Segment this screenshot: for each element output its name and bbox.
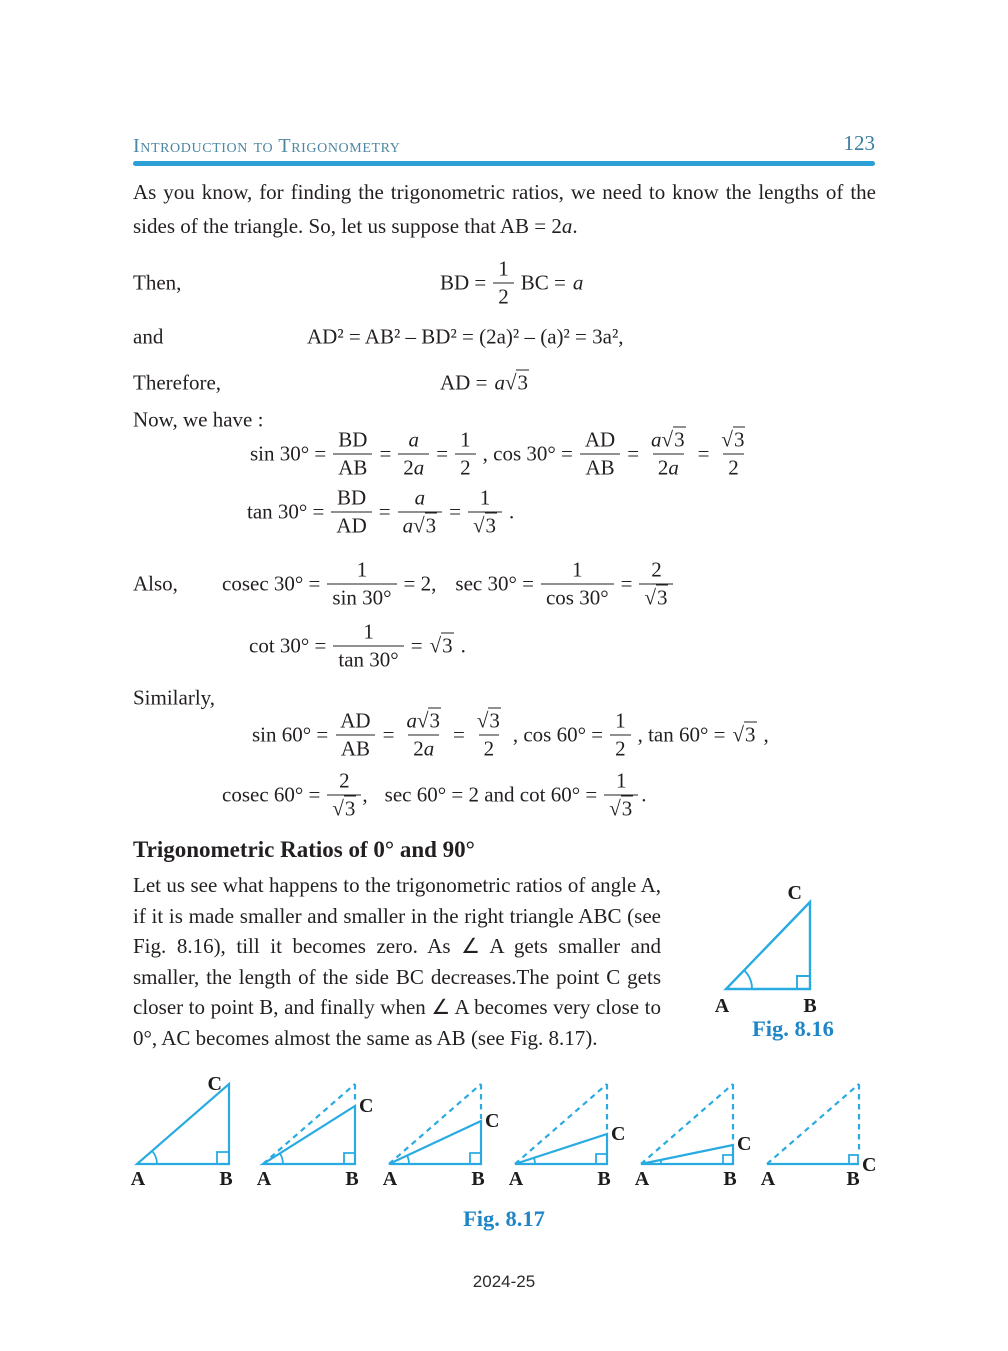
sqrt-sign: √ [429,633,442,658]
math-text: , cos 60° = [512,722,604,747]
sqrt-sign: √ [609,796,621,821]
triangle-outline [263,1106,355,1164]
math-text: cot 30° = [249,633,327,658]
dashed-hypotenuse [767,1084,859,1164]
right-angle-mark [470,1153,481,1164]
equation-label: Therefore, [133,370,222,395]
numerator: 1 [498,256,509,281]
right-angle-mark [344,1153,355,1164]
fraction: $\frac{1}{\tan 30^\circ}$ [333,620,403,673]
intro-period: . [572,214,578,238]
fraction: $\frac{2}{√3}$ [327,769,361,822]
vertex-label-a: A [382,1168,398,1188]
fraction: $\frac{√3}{2}$ [721,427,745,480]
angle-arc [534,1158,535,1164]
triangle-outline [515,1134,607,1164]
math-text: sin 60° = [252,722,329,747]
fig-8-17 [130,1076,882,1188]
angle-arc [152,1151,157,1164]
fraction [493,257,514,310]
period: . [509,499,515,524]
triangle-outline [137,1084,229,1164]
fig-8-17-triangle-2 [256,1076,378,1188]
math-text: sec 30° = [455,571,534,596]
equals-sign: = [382,722,395,747]
fraction: $\frac{BD}{AB}$ [333,428,372,481]
vertex-label-c: C [787,886,802,904]
comma: , [362,782,368,807]
equation-sin60 [0,704,1008,766]
fraction: $\frac{AD}{AB}$ [580,428,620,481]
equals-sign: = [620,571,633,596]
fraction: $\frac{AD}{AB}$ [335,709,375,762]
vertex-label-a: A [130,1168,146,1188]
equals-sign: = [436,441,449,466]
equals-sign: = [378,499,391,524]
body-paragraph: Let us see what happens to the trigonometric ratios of angle A, if it is made smaller and smaller in the right triangle ABC (see Fig. 8.16), till it becomes zero. As ∠ A gets smaller and smaller, the length of the side BC decreases.The point C gets closer to point B, and finally when ∠ A becomes very close to 0°, AC becomes almost the same as AB (see Fig. 8.17). [133,873,661,1050]
fraction: $\frac{2}{√3}$ [639,558,673,611]
header-rule [133,161,875,166]
right-angle-mark [849,1155,858,1164]
equals-sign: = [410,633,423,658]
fraction: $\frac{1}{√3}$ [604,769,638,822]
sqrt-sign: √ [661,427,674,452]
fraction: $\frac{1}{√3}$ [468,486,502,539]
fraction: $\frac{a}{a√3}$ [398,486,443,539]
figure-caption: Fig. 8.17 [463,1206,545,1231]
dashed-hypotenuse [263,1084,355,1164]
math-text: BD = [440,270,487,295]
fraction: $\frac{1}{2}$ [455,428,476,481]
vertex-label-c: C [207,1076,222,1095]
vertex-label-b: B [846,1168,860,1188]
right-angle-mark [797,976,810,989]
sqrt-sign: √ [644,585,656,610]
dashed-hypotenuse [389,1084,481,1164]
angle-arc [407,1156,409,1165]
equals-sign: = [449,499,461,524]
fig-8-17-triangle-5 [634,1076,756,1188]
denominator: 2 [493,283,514,310]
math-text: BC = [520,270,566,295]
math-text: AD² = AB² – BD² = (2a)² – (a)² = 3a², [307,324,624,349]
right-angle-mark [217,1152,229,1164]
math-text: tan 30° = [247,499,325,524]
fraction: $\frac{a}{2a}$ [398,428,429,481]
sqrt-sign: √ [472,513,485,538]
variable-a: a [572,270,584,295]
sqrt-sign: √ [732,722,745,747]
vertex-label-b: B [219,1168,233,1188]
dashed-hypotenuse [641,1084,733,1164]
equation-label: Also, [133,571,178,596]
sqrt-sign: √ [504,370,517,395]
intro-paragraph [133,175,876,243]
figure-caption: Fig. 8.16 [752,1016,834,1041]
equals-sign: = [697,441,710,466]
footer-year: 2024-25 [472,1272,536,1291]
vertex-label-c: C [485,1110,500,1132]
equation-and [0,320,1008,354]
equals-sign: = [627,441,640,466]
equation-label: and [133,324,164,349]
sqrt-sign: √ [721,427,733,452]
equation-cot30 [0,616,1008,676]
dashed-hypotenuse [515,1084,607,1164]
sqrt-sign: √ [413,513,425,538]
vertex-label-b: B [597,1168,611,1188]
fraction: $\frac{a√3}{2a}$ [651,427,685,480]
equation-tan30 [0,482,1008,542]
vertex-label-b: B [471,1168,485,1188]
equation-sin30-cos30 [0,424,1008,484]
angle-arc [744,970,752,989]
equation-cosec30-sec30 [0,552,1008,616]
triangle-outline [641,1145,733,1164]
radical-term: √3 [429,633,453,658]
vertex-label-a: A [508,1168,524,1188]
math-text: sin 30° = [250,441,327,466]
page-number: 123 [843,131,875,155]
vertex-label-a: A [760,1168,776,1188]
fig-8-17-triangle-3 [382,1076,504,1188]
variable-a: a [561,214,573,238]
right-angle-mark [723,1155,733,1164]
vertex-label-a: A [634,1168,650,1188]
right-angle-mark [596,1154,607,1164]
sqrt-sign: √ [476,708,489,733]
math-text: cosec 60° = [222,782,321,807]
equation-therefore [0,364,1008,402]
radical-term: √3 [732,722,756,747]
vertex-label-b: B [803,995,817,1016]
angle-arc [280,1153,283,1164]
equals-sign: = [379,441,392,466]
fig-8-17-triangle-4 [508,1076,630,1188]
equation-cosec60 [0,764,1008,826]
math-text: , tan 60° = [637,722,726,747]
triangle-outline [389,1121,481,1164]
math-text: cosec 30° = [222,571,321,596]
math-text: , cos 30° = [482,441,573,466]
sqrt-sign: √ [416,708,429,733]
equation-label: Then, [133,270,182,295]
vertex-label-c: C [862,1154,877,1176]
lead-in-text: Similarly, [133,685,216,710]
comma: , [763,722,769,747]
math-text: sec 60° = 2 and cot 60° = [384,782,598,807]
equals-sign: = [452,722,465,747]
fig-8-17-triangle-6 [760,1076,882,1188]
vertex-label-c: C [359,1095,374,1117]
vertex-label-a: A [714,995,730,1016]
fraction: $\frac{a√3}{2a}$ [406,708,440,761]
fig-8-17-triangle-1 [130,1076,252,1188]
fraction: $\frac{BD}{AD}$ [331,486,371,539]
fraction: $\frac{1}{\sin 30^\circ}$ [327,558,396,611]
fraction: $\frac{1}{\cos 30^\circ}$ [541,558,614,611]
intro-text: As you know, for finding the trigonometric ratios, we need to know the lengths of the sides of the triangle. So, let us suppose that AB = 2 [133,180,876,238]
running-header: Introduction to Trigonometry [133,135,401,157]
math-text: = 2, [403,571,437,596]
section-heading: Trigonometric Ratios of 0° and 90° [133,837,475,862]
period: . [460,633,466,658]
vertex-label-c: C [611,1123,626,1145]
equation-then [0,252,1008,314]
lead-in-text: Now, we have : [133,407,264,432]
period: . [641,782,647,807]
fraction: $\frac{1}{2}$ [610,709,631,762]
vertex-label-c: C [737,1133,752,1155]
math-text: AD = [440,370,488,395]
sqrt-sign: √ [332,796,344,821]
fig-8-16 [698,886,888,1016]
fraction: $\frac{√3}{2}$ [476,708,500,761]
vertex-label-b: B [723,1168,737,1188]
vertex-label-a: A [256,1168,272,1188]
radical-term: a√3 [494,370,528,395]
vertex-label-b: B [345,1168,359,1188]
